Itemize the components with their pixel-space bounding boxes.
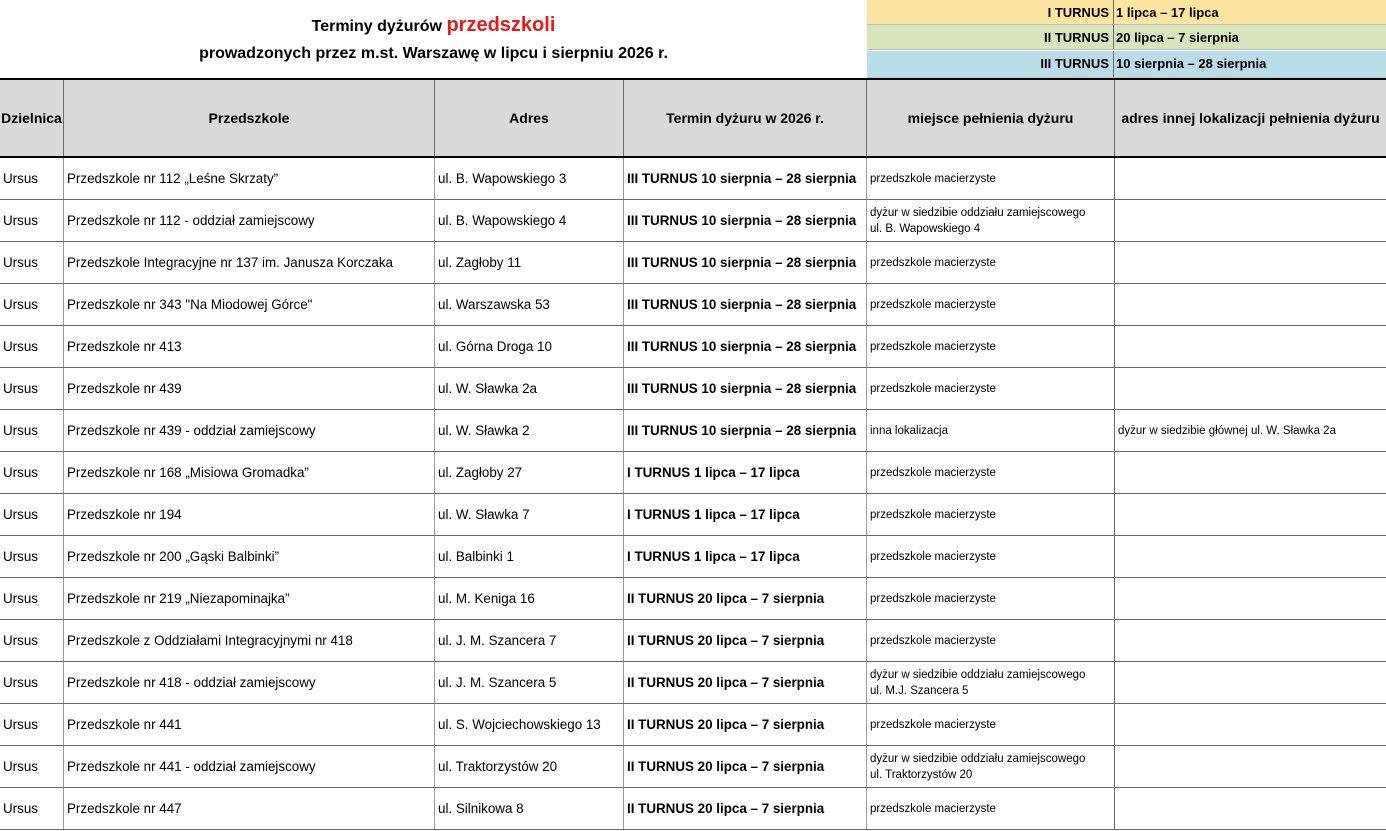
cell-term: III TURNUS 10 sierpnia – 28 sierpnia: [624, 284, 867, 325]
place-line: przedszkole macierzyste: [870, 256, 996, 269]
cell-place: [867, 242, 1115, 283]
cell-term: II TURNUS 20 lipca – 7 sierpnia: [624, 704, 867, 745]
place-line: przedszkole macierzyste: [870, 508, 996, 521]
header-district: Dzielnica: [0, 80, 64, 156]
cell-school: Przedszkole nr 447: [64, 788, 435, 829]
cell-place: [867, 494, 1115, 535]
cell-place: [867, 452, 1115, 493]
cell-district: Ursus: [0, 452, 64, 493]
cell-school: Przedszkole nr 168 „Misiowa Gromadka”: [64, 452, 435, 493]
cell-term: I TURNUS 1 lipca – 17 lipca: [624, 494, 867, 535]
table-row: [0, 704, 1386, 746]
cell-district: Ursus: [0, 242, 64, 283]
cell-address: ul. B. Wapowskiego 3: [435, 158, 624, 199]
cell-district: Ursus: [0, 200, 64, 241]
cell-address: ul. W. Sławka 7: [435, 494, 624, 535]
cell-district: Ursus: [0, 704, 64, 745]
cell-district: Ursus: [0, 494, 64, 535]
cell-place: [867, 368, 1115, 409]
place-line: przedszkole macierzyste: [870, 802, 996, 815]
cell-alt-address: [1115, 662, 1386, 703]
cell-school: Przedszkole nr 343 "Na Miodowej Górce": [64, 284, 435, 325]
table-row: [0, 620, 1386, 662]
page-subtitle: prowadzonych przez m.st. Warszawę w lipcu i sierpniu 2026 r.: [199, 45, 668, 62]
place-line: przedszkole macierzyste: [870, 466, 996, 479]
place-line: przedszkole macierzyste: [870, 298, 996, 311]
cell-term: III TURNUS 10 sierpnia – 28 sierpnia: [624, 410, 867, 451]
cell-term: II TURNUS 20 lipca – 7 sierpnia: [624, 788, 867, 829]
title-prefix: Terminy dyżurów: [311, 18, 442, 35]
cell-place: [867, 200, 1115, 241]
legend-turnus-3: [867, 51, 1386, 78]
cell-place: [867, 788, 1115, 829]
cell-school: Przedszkole nr 441: [64, 704, 435, 745]
cell-alt-address: [1115, 788, 1386, 829]
cell-district: Ursus: [0, 158, 64, 199]
header-alt-address: adres innej lokalizacji pełnienia dyżuru: [1121, 110, 1380, 126]
table-row: [0, 662, 1386, 704]
cell-alt-address: [1115, 578, 1386, 619]
legend-name: II TURNUS: [867, 25, 1114, 49]
legend-name: III TURNUS: [867, 51, 1114, 77]
header-term: Termin dyżuru w 2026 r.: [624, 80, 867, 156]
cell-alt-address: [1115, 536, 1386, 577]
place-line: inna lokalizacja: [870, 424, 948, 437]
cell-school: Przedszkole nr 441 - oddział zamiejscowy: [64, 746, 435, 787]
cell-term: III TURNUS 10 sierpnia – 28 sierpnia: [624, 326, 867, 367]
table-row: [0, 578, 1386, 620]
cell-alt-address: [1115, 158, 1386, 199]
cell-place: [867, 704, 1115, 745]
table-row: [0, 536, 1386, 578]
cell-alt-address: [1115, 200, 1386, 241]
cell-school: Przedszkole nr 112 - oddział zamiejscowy: [64, 200, 435, 241]
table-header: [0, 78, 1386, 158]
cell-alt-address: [1115, 242, 1386, 283]
table-body: [0, 158, 1386, 830]
cell-address: ul. J. M. Szancera 7: [435, 620, 624, 661]
cell-school: Przedszkole nr 439 - oddział zamiejscowy: [64, 410, 435, 451]
cell-school: Przedszkole nr 194: [64, 494, 435, 535]
cell-place: [867, 578, 1115, 619]
place-line: przedszkole macierzyste: [870, 340, 996, 353]
place-line: dyżur w siedzibie oddziału zamiejscowego: [870, 668, 1086, 681]
table-row: [0, 326, 1386, 368]
table-row: [0, 494, 1386, 536]
page-title: [0, 14, 867, 37]
place-line: przedszkole macierzyste: [870, 172, 996, 185]
cell-term: II TURNUS 20 lipca – 7 sierpnia: [624, 578, 867, 619]
place-address-line: ul. Traktorzystów 20: [870, 768, 973, 781]
cell-term: II TURNUS 20 lipca – 7 sierpnia: [624, 620, 867, 661]
cell-address: ul. Górna Droga 10: [435, 326, 624, 367]
cell-alt-address: [1115, 704, 1386, 745]
cell-term: II TURNUS 20 lipca – 7 sierpnia: [624, 746, 867, 787]
cell-alt-address: [1115, 368, 1386, 409]
legend-dates: 10 sierpnia – 28 sierpnia: [1116, 56, 1267, 71]
place-line: przedszkole macierzyste: [870, 634, 996, 647]
header-school: Przedszkole: [64, 80, 435, 156]
cell-district: Ursus: [0, 662, 64, 703]
cell-term: III TURNUS 10 sierpnia – 28 sierpnia: [624, 368, 867, 409]
cell-address: ul. M. Keniga 16: [435, 578, 624, 619]
cell-district: Ursus: [0, 368, 64, 409]
cell-alt-address: [1115, 620, 1386, 661]
place-address-line: ul. M.J. Szancera 5: [870, 684, 969, 697]
cell-address: ul. Traktorzystów 20: [435, 746, 624, 787]
cell-term: III TURNUS 10 sierpnia – 28 sierpnia: [624, 200, 867, 241]
table-row: [0, 200, 1386, 242]
table-row: [0, 410, 1386, 452]
cell-school: Przedszkole Integracyjne nr 137 im. Janusza Korczaka: [64, 242, 435, 283]
legend-turnus-1: [867, 0, 1386, 25]
table-row: [0, 368, 1386, 410]
cell-place: [867, 662, 1115, 703]
cell-alt-address: [1115, 284, 1386, 325]
header-address: Adres: [435, 80, 624, 156]
cell-alt-address: [1115, 494, 1386, 535]
cell-school: Przedszkole nr 413: [64, 326, 435, 367]
cell-address: ul. Balbinki 1: [435, 536, 624, 577]
cell-place: [867, 326, 1115, 367]
cell-address: ul. Warszawska 53: [435, 284, 624, 325]
place-line: dyżur w siedzibie oddziału zamiejscowego: [870, 752, 1086, 765]
table-row: [0, 158, 1386, 200]
place-address-line: ul. B. Wapowskiego 4: [870, 222, 981, 235]
legend-dates: 20 lipca – 7 sierpnia: [1116, 30, 1239, 45]
cell-term: III TURNUS 10 sierpnia – 28 sierpnia: [624, 158, 867, 199]
cell-place: [867, 284, 1115, 325]
place-line: dyżur w siedzibie oddziału zamiejscowego: [870, 206, 1086, 219]
cell-alt-address: dyżur w siedzibie głównej ul. W. Sławka 2a: [1118, 424, 1336, 437]
cell-place: [867, 536, 1115, 577]
cell-district: Ursus: [0, 788, 64, 829]
header-place: miejsce pełnienia dyżuru: [867, 80, 1115, 156]
cell-address: ul. W. Sławka 2: [435, 410, 624, 451]
cell-school: Przedszkole nr 219 „Niezapominajka”: [64, 578, 435, 619]
cell-district: Ursus: [0, 746, 64, 787]
cell-term: I TURNUS 1 lipca – 17 lipca: [624, 452, 867, 493]
table-row: [0, 452, 1386, 494]
cell-school: Przedszkole nr 200 „Gąski Balbinki”: [64, 536, 435, 577]
place-line: przedszkole macierzyste: [870, 382, 996, 395]
cell-term: I TURNUS 1 lipca – 17 lipca: [624, 536, 867, 577]
place-line: przedszkole macierzyste: [870, 592, 996, 605]
cell-district: Ursus: [0, 536, 64, 577]
cell-address: ul. Zagłoby 27: [435, 452, 624, 493]
cell-district: Ursus: [0, 326, 64, 367]
cell-term: III TURNUS 10 sierpnia – 28 sierpnia: [624, 242, 867, 283]
cell-place: [867, 620, 1115, 661]
cell-school: Przedszkole nr 439: [64, 368, 435, 409]
cell-address: ul. Silnikowa 8: [435, 788, 624, 829]
table-row: [0, 746, 1386, 788]
cell-district: Ursus: [0, 578, 64, 619]
cell-place: [867, 746, 1115, 787]
cell-district: Ursus: [0, 410, 64, 451]
table-row: [0, 788, 1386, 830]
cell-address: ul. W. Sławka 2a: [435, 368, 624, 409]
cell-district: Ursus: [0, 284, 64, 325]
table-row: [0, 284, 1386, 326]
title-highlight: przedszkoli: [446, 14, 556, 36]
table-row: [0, 242, 1386, 284]
cell-alt-address: [1115, 452, 1386, 493]
cell-alt-address: [1115, 746, 1386, 787]
cell-term: II TURNUS 20 lipca – 7 sierpnia: [624, 662, 867, 703]
cell-alt-address: [1115, 326, 1386, 367]
legend-name: I TURNUS: [867, 0, 1114, 24]
cell-address: ul. J. M. Szancera 5: [435, 662, 624, 703]
place-line: przedszkole macierzyste: [870, 550, 996, 563]
cell-address: ul. S. Wojciechowskiego 13: [435, 704, 624, 745]
cell-place: [867, 410, 1115, 451]
cell-school: Przedszkole nr 112 „Leśne Skrzaty”: [64, 158, 435, 199]
title-block: [0, 0, 867, 78]
legend-dates: 1 lipca – 17 lipca: [1116, 5, 1219, 20]
cell-school: Przedszkole nr 418 - oddział zamiejscowy: [64, 662, 435, 703]
cell-address: ul. Zagłoby 11: [435, 242, 624, 283]
cell-address: ul. B. Wapowskiego 4: [435, 200, 624, 241]
cell-district: Ursus: [0, 620, 64, 661]
cell-school: Przedszkole z Oddziałami Integracyjnymi nr 418: [64, 620, 435, 661]
legend-turnus-2: [867, 25, 1386, 50]
place-line: przedszkole macierzyste: [870, 718, 996, 731]
cell-place: [867, 158, 1115, 199]
